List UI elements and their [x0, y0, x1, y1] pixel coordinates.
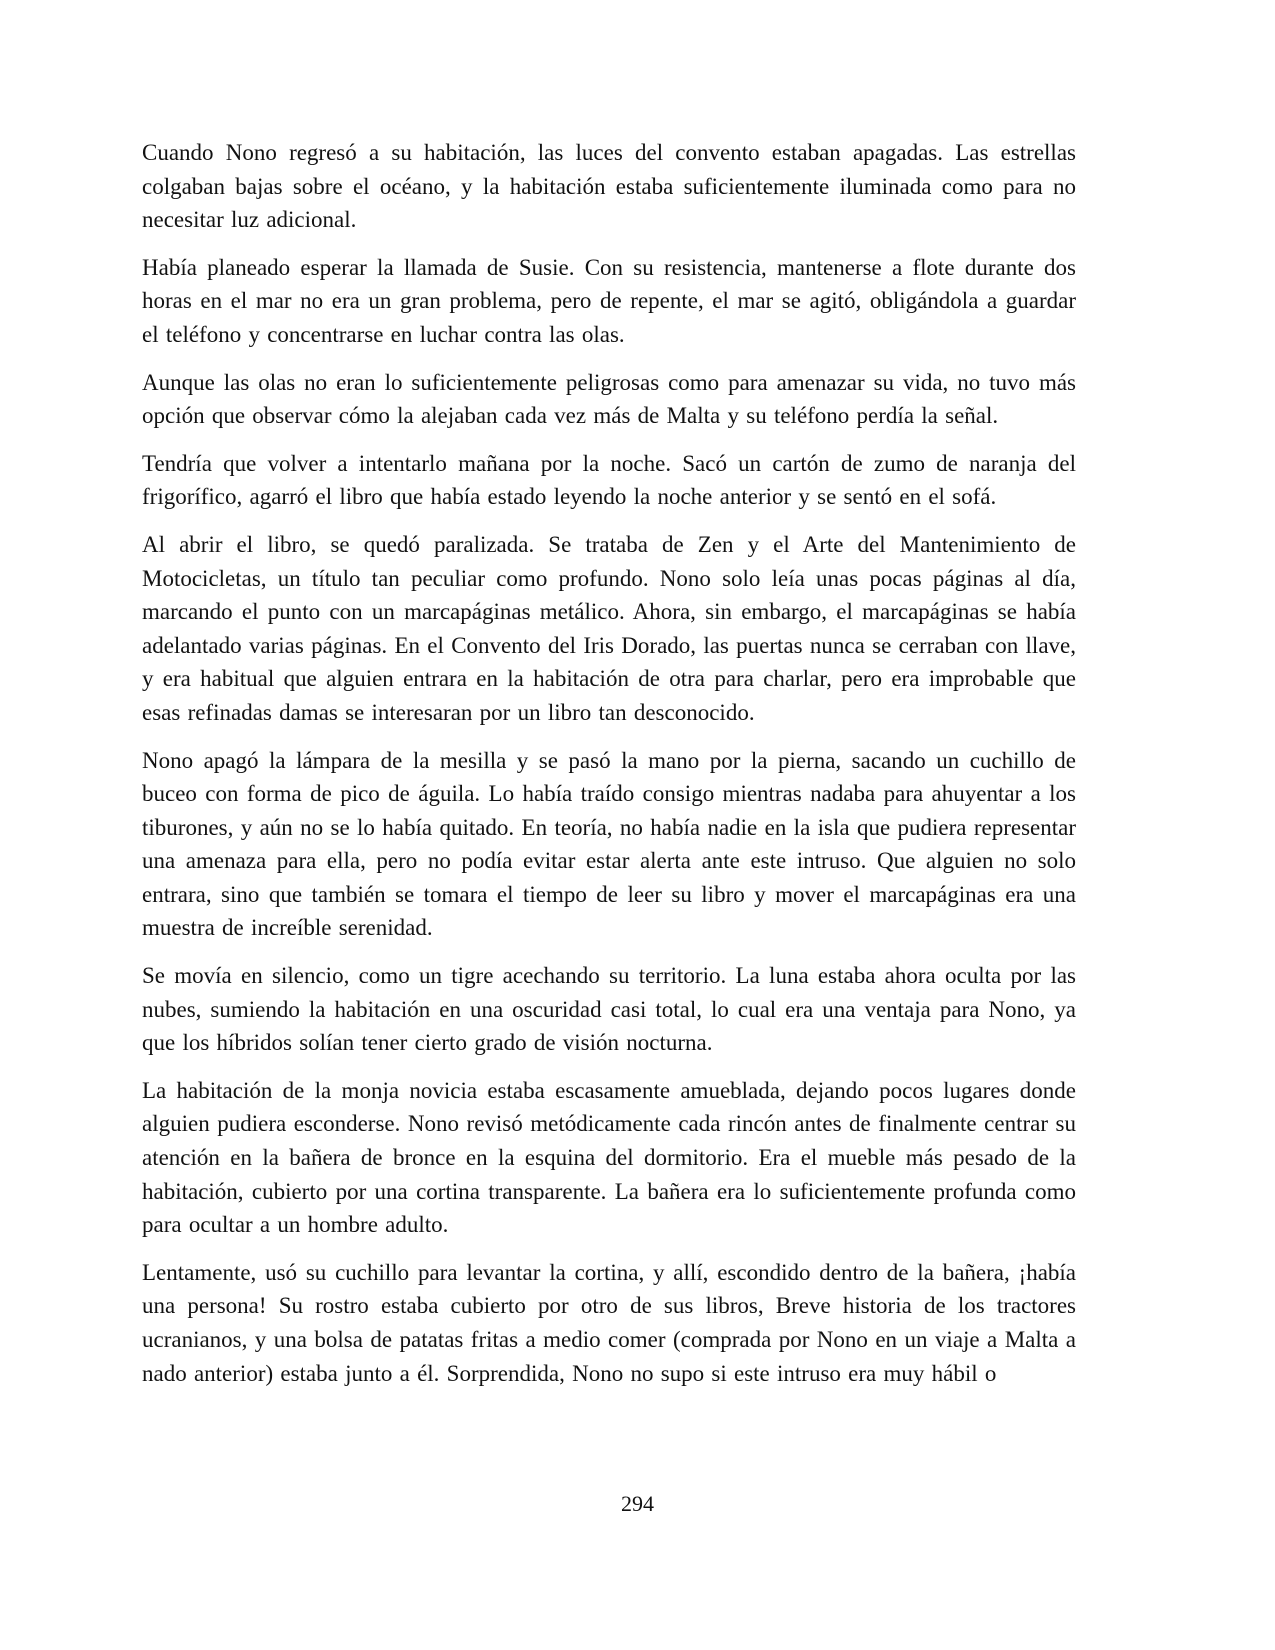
- page-content: [142, 136, 1076, 1404]
- page-number: 294: [621, 1491, 654, 1516]
- paragraph: Se movía en silencio, como un tigre acechando su territorio. La luna estaba ahora oculta por las nubes, sumiendo la habitación en una oscuridad casi total, lo cual era una ventaja para Nono, ya que los híbridos solían tener cierto grado de visión nocturna.: [142, 963, 1076, 1056]
- paragraph: Tendría que volver a intentarlo mañana por la noche. Sacó un cartón de zumo de naranja del frigorífico, agarró el libro que había estado leyendo la noche anterior y se sentó en el sofá.: [142, 450, 1076, 510]
- page-footer: [0, 1490, 1275, 1518]
- paragraph: Lentamente, usó su cuchillo para levantar la cortina, y allí, escondido dentro de la bañera, ¡había una persona! Su rostro estaba cubierto por otro de sus libros, Breve historia de los tractores ucranianos, y una bolsa de patatas fritas a medio comer (comprada por Nono en un viaje a Malta a nado anterior) estaba junto a él. Sorprendida, Nono no supo si este intruso era muy hábil o: [142, 1259, 1076, 1386]
- paragraph: Aunque las olas no eran lo suficientemente peligrosas como para amenazar su vida, no tuvo más opción que observar cómo la alejaban cada vez más de Malta y su teléfono perdía la señal.: [142, 369, 1076, 429]
- paragraph: Al abrir el libro, se quedó paralizada. Se trataba de Zen y el Arte del Mantenimiento de Motocicletas, un título tan peculiar como profundo. Nono solo leía unas pocas páginas al día, marcando el punto con un marcapáginas metálico. Ahora, sin embargo, el marcapáginas se había adelantado varias páginas. En el Convento del Iris Dorado, las puertas nunca se cerraban con llave, y era habitual que alguien entrara en la habitación de otra para charlar, pero era improbable que esas refinadas damas se interesaran por un libro tan desconocido.: [142, 531, 1076, 725]
- paragraph: Había planeado esperar la llamada de Susie. Con su resistencia, mantenerse a flote durante dos horas en el mar no era un gran problema, pero de repente, el mar se agitó, obligándola a guardar el teléfono y concentrarse en luchar contra las olas.: [142, 254, 1076, 347]
- paragraph: Cuando Nono regresó a su habitación, las luces del convento estaban apagadas. Las estrellas colgaban bajas sobre el océano, y la habitación estaba suficientemente iluminada como para no necesitar luz adicional.: [142, 140, 1076, 233]
- paragraph: La habitación de la monja novicia estaba escasamente amueblada, dejando pocos lugares donde alguien pudiera esconderse. Nono revisó metódicamente cada rincón antes de finalmente centrar su atención en la bañera de bronce en la esquina del dormitorio. Era el mueble más pesado de la habitación, cubierto por una cortina transparente. La bañera era lo suficientemente profunda como para ocultar a un hombre adulto.: [142, 1077, 1076, 1238]
- paragraph: Nono apagó la lámpara de la mesilla y se pasó la mano por la pierna, sacando un cuchillo de buceo con forma de pico de águila. Lo había traído consigo mientras nadaba para ahuyentar a los tiburones, y aún no se lo había quitado. En teoría, no había nadie en la isla que pudiera representar una amenaza para ella, pero no podía evitar estar alerta ante este intruso. Que alguien no solo entrara, sino que también se tomara el tiempo de leer su libro y mover el marcapáginas era una muestra de increíble serenidad.: [142, 747, 1076, 941]
